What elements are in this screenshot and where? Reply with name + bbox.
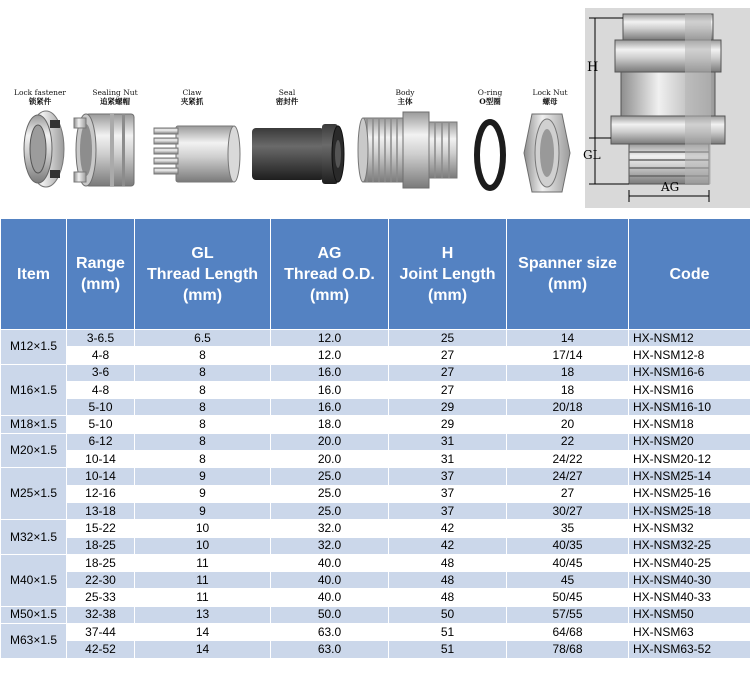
- cell-h: 51: [389, 641, 507, 658]
- cell-code: HX-NSM20: [629, 433, 750, 450]
- cell-gl: 8: [135, 416, 271, 433]
- cell-item: M16×1.5: [1, 364, 67, 416]
- cell-code: HX-NSM25-14: [629, 468, 750, 485]
- sealing-nut-icon: [70, 110, 140, 190]
- cell-spanner: 20: [507, 416, 629, 433]
- cell-range: 15-22: [67, 520, 135, 537]
- cell-ag: 20.0: [271, 433, 389, 450]
- part-label-en: O-ring: [477, 88, 503, 97]
- cell-h: 29: [389, 399, 507, 416]
- cell-h: 31: [389, 451, 507, 468]
- header-code: Code: [629, 219, 750, 330]
- part-lock-fastener: [0, 0, 80, 218]
- cell-gl: 11: [135, 572, 271, 589]
- cell-h: 37: [389, 502, 507, 519]
- cell-h: 42: [389, 520, 507, 537]
- cell-gl: 14: [135, 624, 271, 641]
- part-claw: [150, 0, 240, 218]
- cell-gl: 11: [135, 589, 271, 606]
- cell-ag: 25.0: [271, 485, 389, 502]
- cell-h: 51: [389, 624, 507, 641]
- table-row: [1, 606, 750, 623]
- cell-code: HX-NSM50: [629, 606, 750, 623]
- cell-range: 12-16: [67, 485, 135, 502]
- cell-spanner: 18: [507, 364, 629, 381]
- dim-label-ag: AG: [661, 180, 680, 194]
- cell-range: 5-10: [67, 399, 135, 416]
- cell-gl: 8: [135, 347, 271, 364]
- cell-ag: 16.0: [271, 364, 389, 381]
- table-row: [1, 537, 750, 554]
- cell-ag: 32.0: [271, 537, 389, 554]
- cell-item: M50×1.5: [1, 606, 67, 623]
- part-label-en: Body: [395, 88, 415, 97]
- cell-h: 31: [389, 433, 507, 450]
- table-row: [1, 485, 750, 502]
- cell-range: 22-30: [67, 572, 135, 589]
- assembly-drawing: [585, 0, 750, 218]
- part-label-zh: 主体: [397, 97, 413, 106]
- cell-range: 3-6.5: [67, 330, 135, 347]
- part-lock-nut: [510, 0, 590, 218]
- cell-spanner: 20/18: [507, 399, 629, 416]
- cell-code: HX-NSM12: [629, 330, 750, 347]
- o-ring-icon: [473, 118, 507, 192]
- cell-code: HX-NSM18: [629, 416, 750, 433]
- cell-ag: 63.0: [271, 641, 389, 658]
- header-ag: AG Thread O.D. (mm): [271, 219, 389, 330]
- cell-item: M63×1.5: [1, 624, 67, 659]
- cell-spanner: 45: [507, 572, 629, 589]
- cell-code: HX-NSM63-52: [629, 641, 750, 658]
- cell-spanner: 27: [507, 485, 629, 502]
- part-label-zh: 夹紧抓: [180, 97, 204, 106]
- table-row: [1, 347, 750, 364]
- cell-code: HX-NSM12-8: [629, 347, 750, 364]
- cell-spanner: 57/55: [507, 606, 629, 623]
- cell-code: HX-NSM40-33: [629, 589, 750, 606]
- cell-item: M32×1.5: [1, 520, 67, 555]
- cell-spanner: 40/35: [507, 537, 629, 554]
- part-label-en: Lock Nut: [532, 88, 568, 97]
- cell-ag: 16.0: [271, 381, 389, 398]
- cell-range: 25-33: [67, 589, 135, 606]
- cell-h: 27: [389, 381, 507, 398]
- table-row: [1, 451, 750, 468]
- cell-ag: 32.0: [271, 520, 389, 537]
- cell-gl: 8: [135, 399, 271, 416]
- cell-gl: 8: [135, 451, 271, 468]
- cell-ag: 40.0: [271, 572, 389, 589]
- part-label-zh: 追紧螺帽: [100, 97, 130, 106]
- dim-label-h: H: [587, 60, 599, 75]
- cell-code: HX-NSM16: [629, 381, 750, 398]
- cell-range: 4-8: [67, 347, 135, 364]
- cell-spanner: 78/68: [507, 641, 629, 658]
- cell-gl: 8: [135, 381, 271, 398]
- cell-ag: 50.0: [271, 606, 389, 623]
- cell-h: 42: [389, 537, 507, 554]
- table-row: [1, 589, 750, 606]
- part-label-zh: 密封件: [275, 97, 299, 106]
- cell-ag: 12.0: [271, 347, 389, 364]
- assembled-gland-icon: [585, 8, 750, 208]
- table-row: [1, 554, 750, 571]
- cell-spanner: 64/68: [507, 624, 629, 641]
- part-label-en: Sealing Nut: [92, 88, 138, 97]
- part-label-en: Seal: [278, 88, 296, 97]
- table-row: [1, 502, 750, 519]
- header-h: H Joint Length (mm): [389, 219, 507, 330]
- table-row: [1, 364, 750, 381]
- table-row: [1, 641, 750, 658]
- cell-h: 27: [389, 364, 507, 381]
- cell-spanner: 24/22: [507, 451, 629, 468]
- part-sealing-nut: [75, 0, 155, 218]
- table-row: [1, 433, 750, 450]
- cell-h: 48: [389, 572, 507, 589]
- table-row: [1, 572, 750, 589]
- cell-item: M25×1.5: [1, 468, 67, 520]
- table-row: [1, 416, 750, 433]
- cell-ag: 40.0: [271, 589, 389, 606]
- table-row: [1, 399, 750, 416]
- cell-range: 18-25: [67, 554, 135, 571]
- cell-code: HX-NSM40-30: [629, 572, 750, 589]
- cell-gl: 8: [135, 364, 271, 381]
- cell-range: 3-6: [67, 364, 135, 381]
- cell-ag: 63.0: [271, 624, 389, 641]
- cell-ag: 12.0: [271, 330, 389, 347]
- table-row: [1, 624, 750, 641]
- spec-table-header: [1, 219, 750, 330]
- parts-diagram: [0, 0, 750, 218]
- header-item: Item: [1, 219, 67, 330]
- spec-table: [0, 218, 750, 659]
- cell-h: 48: [389, 589, 507, 606]
- cell-gl: 11: [135, 554, 271, 571]
- cell-gl: 13: [135, 606, 271, 623]
- body-icon: [357, 110, 467, 190]
- cell-range: 37-44: [67, 624, 135, 641]
- table-row: [1, 381, 750, 398]
- cell-ag: 40.0: [271, 554, 389, 571]
- cell-ag: 25.0: [271, 468, 389, 485]
- table-row: [1, 330, 750, 347]
- cell-gl: 9: [135, 468, 271, 485]
- cell-h: 37: [389, 468, 507, 485]
- cell-code: HX-NSM16-6: [629, 364, 750, 381]
- part-label-zh: O型圈: [479, 97, 501, 106]
- cell-spanner: 18: [507, 381, 629, 398]
- cell-code: HX-NSM25-18: [629, 502, 750, 519]
- header-spanner: Spanner size (mm): [507, 219, 629, 330]
- cell-code: HX-NSM20-12: [629, 451, 750, 468]
- cell-range: 42-52: [67, 641, 135, 658]
- cell-item: M20×1.5: [1, 433, 67, 468]
- cell-range: 32-38: [67, 606, 135, 623]
- cell-ag: 16.0: [271, 399, 389, 416]
- cell-spanner: 22: [507, 433, 629, 450]
- cell-code: HX-NSM32-25: [629, 537, 750, 554]
- lock-nut-icon: [522, 108, 572, 198]
- cell-item: M18×1.5: [1, 416, 67, 433]
- cell-spanner: 50/45: [507, 589, 629, 606]
- part-label-en: Lock fastener: [13, 88, 67, 97]
- table-row: [1, 468, 750, 485]
- cell-h: 37: [389, 485, 507, 502]
- cell-gl: 10: [135, 520, 271, 537]
- cell-h: 50: [389, 606, 507, 623]
- cell-gl: 14: [135, 641, 271, 658]
- cell-h: 27: [389, 347, 507, 364]
- cell-ag: 25.0: [271, 502, 389, 519]
- spec-table-body: [1, 330, 750, 659]
- cell-spanner: 24/27: [507, 468, 629, 485]
- cell-gl: 6.5: [135, 330, 271, 347]
- cell-code: HX-NSM16-10: [629, 399, 750, 416]
- part-label-zh: 螺母: [542, 97, 558, 106]
- cell-code: HX-NSM63: [629, 624, 750, 641]
- cell-range: 6-12: [67, 433, 135, 450]
- cell-h: 29: [389, 416, 507, 433]
- part-label-zh: 锁紧件: [28, 97, 52, 106]
- cell-item: M40×1.5: [1, 554, 67, 606]
- cell-h: 48: [389, 554, 507, 571]
- cell-gl: 8: [135, 433, 271, 450]
- part-label-en: Claw: [182, 88, 202, 97]
- table-row: [1, 520, 750, 537]
- cell-spanner: 35: [507, 520, 629, 537]
- cell-ag: 20.0: [271, 451, 389, 468]
- seal-icon: [252, 122, 348, 186]
- claw-icon: [150, 122, 240, 186]
- header-gl: GL Thread Length (mm): [135, 219, 271, 330]
- cell-ag: 18.0: [271, 416, 389, 433]
- cell-item: M12×1.5: [1, 330, 67, 365]
- lock-fastener-icon: [16, 108, 66, 190]
- cell-gl: 10: [135, 537, 271, 554]
- cell-range: 5-10: [67, 416, 135, 433]
- cell-code: HX-NSM40-25: [629, 554, 750, 571]
- cell-h: 25: [389, 330, 507, 347]
- cell-range: 13-18: [67, 502, 135, 519]
- dim-label-gl: GL: [583, 148, 601, 162]
- cell-range: 10-14: [67, 468, 135, 485]
- cell-code: HX-NSM32: [629, 520, 750, 537]
- cell-range: 4-8: [67, 381, 135, 398]
- cell-gl: 9: [135, 502, 271, 519]
- cell-spanner: 40/45: [507, 554, 629, 571]
- cell-spanner: 30/27: [507, 502, 629, 519]
- cell-range: 18-25: [67, 537, 135, 554]
- part-body: [355, 0, 455, 218]
- cell-spanner: 17/14: [507, 347, 629, 364]
- cell-gl: 9: [135, 485, 271, 502]
- cell-spanner: 14: [507, 330, 629, 347]
- cell-range: 10-14: [67, 451, 135, 468]
- part-seal: [240, 0, 340, 218]
- header-range: Range (mm): [67, 219, 135, 330]
- cell-code: HX-NSM25-16: [629, 485, 750, 502]
